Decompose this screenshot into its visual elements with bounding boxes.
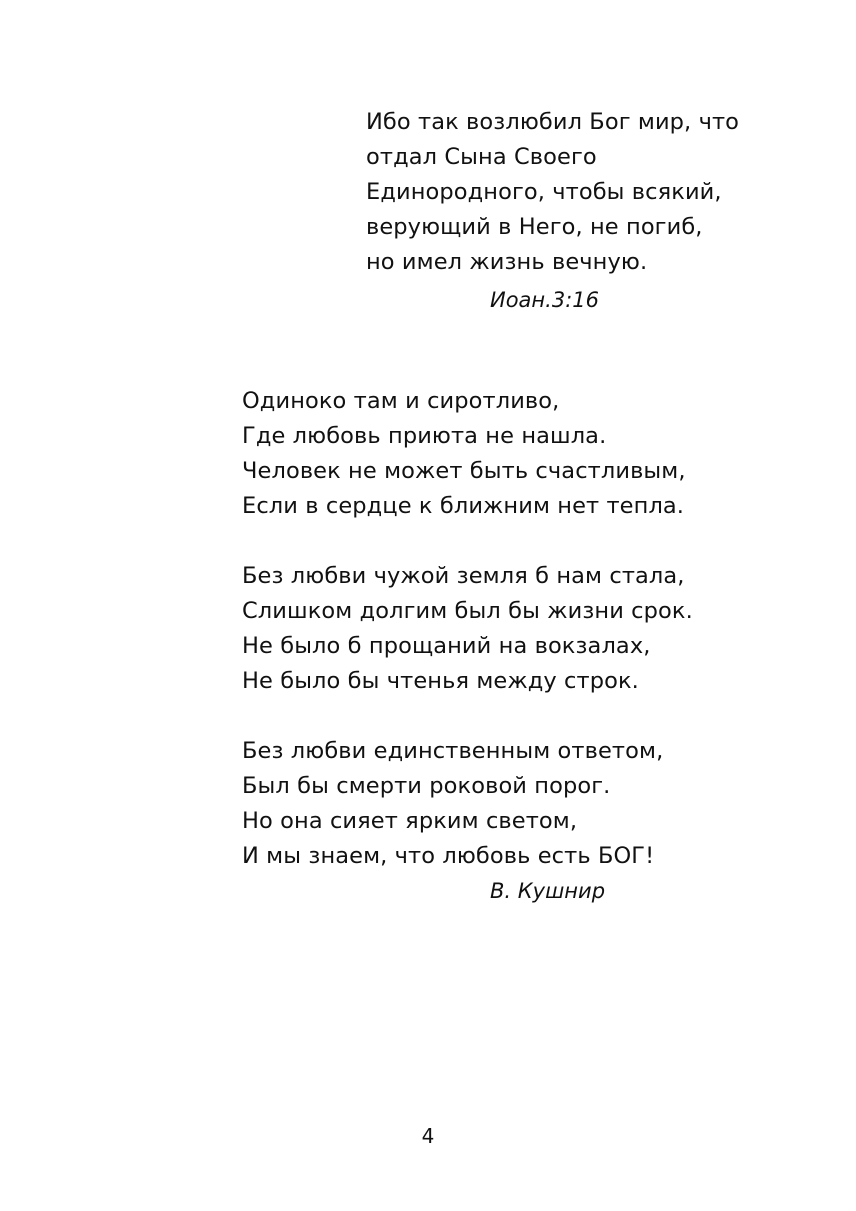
poem-line: Если в сердце к ближним нет тепла. <box>242 493 685 519</box>
poem-stanza <box>242 734 802 874</box>
epigraph-line: верующий в Него, не погиб, <box>366 214 703 240</box>
poem-line: Человек не может быть счастливым, <box>242 458 686 484</box>
epigraph-line: но имел жизнь вечную. <box>366 249 648 275</box>
poem-line: Был бы смерти роковой порог. <box>242 773 611 799</box>
poem-line: Одиноко там и сиротливо, <box>242 388 560 414</box>
page-number: 4 <box>421 1124 435 1148</box>
epigraph-line: Ибо так возлюбил Бог мир, что <box>366 109 740 135</box>
poem-line: Без любви единственным ответом, <box>242 738 664 764</box>
epigraph-line: отдал Сына Своего <box>366 144 597 170</box>
poem-line: Не было б прощаний на вокзалах, <box>242 633 651 659</box>
poem-stanza <box>242 384 802 524</box>
poem-line: И мы знаем, что любовь есть БОГ! <box>242 843 655 869</box>
poem-line: Слишком долгим был бы жизни срок. <box>242 598 693 624</box>
poem-line: Без любви чужой земля б нам стала, <box>242 563 685 589</box>
epigraph <box>366 105 826 312</box>
poem <box>242 384 802 874</box>
epigraph-source: Иоан.3:16 <box>490 288 599 312</box>
poem-author: В. Кушнир <box>490 879 606 903</box>
poem-line: Но она сияет ярким светом, <box>242 808 578 834</box>
poem-line: Где любовь приюта не нашла. <box>242 423 607 449</box>
poem-stanza <box>242 559 802 699</box>
poem-line: Не было бы чтенья между строк. <box>242 668 639 694</box>
epigraph-line: Единородного, чтобы всякий, <box>366 179 722 205</box>
